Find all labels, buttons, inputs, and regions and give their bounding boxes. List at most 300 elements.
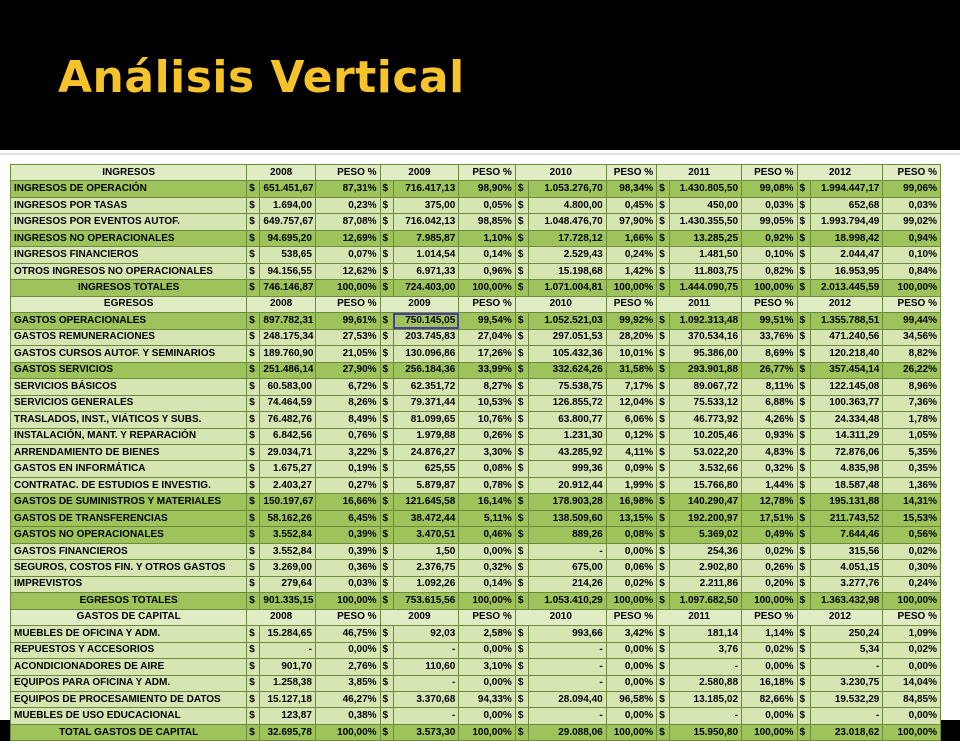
currency-cell[interactable]: $ (797, 543, 810, 559)
currency-cell[interactable]: $ (515, 510, 528, 526)
currency-cell[interactable]: $ (797, 659, 810, 675)
percent-cell[interactable]: 84,85% (883, 692, 941, 708)
currency-cell[interactable]: $ (657, 494, 670, 510)
percent-cell[interactable]: 0,00% (606, 659, 656, 675)
currency-cell[interactable]: $ (380, 593, 393, 609)
row-label[interactable]: INGRESOS POR EVENTOS AUTOF. (11, 214, 247, 230)
value-cell[interactable]: 1.053.276,70 (528, 181, 606, 197)
value-cell[interactable]: 471.240,56 (810, 329, 883, 345)
currency-cell[interactable]: $ (657, 692, 670, 708)
percent-cell[interactable]: 0,00% (606, 642, 656, 658)
currency-cell[interactable]: $ (657, 346, 670, 362)
percent-cell[interactable]: 0,02% (606, 576, 656, 592)
percent-cell[interactable]: 0,32% (459, 560, 516, 576)
row-label[interactable]: INGRESOS DE OPERACIÓN (11, 181, 247, 197)
value-cell[interactable]: 724.403,00 (393, 280, 459, 296)
currency-cell[interactable]: $ (515, 247, 528, 263)
year-header[interactable]: 2008 (247, 609, 316, 625)
currency-cell[interactable]: $ (380, 181, 393, 197)
currency-cell[interactable]: $ (247, 543, 260, 559)
percent-cell[interactable]: 13,15% (606, 510, 656, 526)
value-cell[interactable]: 6.971,33 (393, 263, 459, 279)
year-header[interactable]: 2012 (797, 296, 883, 312)
percent-cell[interactable]: 100,00% (459, 280, 516, 296)
currency-cell[interactable]: $ (247, 444, 260, 460)
percent-cell[interactable]: 0,30% (883, 560, 941, 576)
percent-cell[interactable]: 26,22% (883, 362, 941, 378)
currency-cell[interactable]: $ (515, 181, 528, 197)
currency-cell[interactable]: $ (247, 181, 260, 197)
percent-cell[interactable]: 99,92% (606, 313, 656, 329)
value-cell[interactable]: 3,76 (670, 642, 742, 658)
currency-cell[interactable]: $ (380, 560, 393, 576)
section-header-label[interactable]: GASTOS DE CAPITAL (11, 609, 247, 625)
currency-cell[interactable]: $ (657, 395, 670, 411)
value-cell[interactable]: 3.370,68 (393, 692, 459, 708)
currency-cell[interactable]: $ (247, 379, 260, 395)
percent-cell[interactable]: 0,00% (459, 675, 516, 691)
value-cell[interactable]: 251.486,14 (260, 362, 316, 378)
value-cell[interactable]: 1.444.090,75 (670, 280, 742, 296)
currency-cell[interactable]: $ (657, 477, 670, 493)
percent-cell[interactable]: 0,05% (459, 197, 516, 213)
value-cell[interactable]: 3.552,84 (260, 527, 316, 543)
value-cell[interactable]: 60.583,00 (260, 379, 316, 395)
percent-cell[interactable]: 1,10% (459, 230, 516, 246)
currency-cell[interactable]: $ (797, 362, 810, 378)
percent-cell[interactable]: 0,00% (742, 708, 798, 724)
value-cell[interactable]: 4.800,00 (528, 197, 606, 213)
percent-cell[interactable]: 7,17% (606, 379, 656, 395)
value-cell[interactable]: 746.146,87 (260, 280, 316, 296)
value-cell[interactable]: 370.534,16 (670, 329, 742, 345)
percent-cell[interactable]: 0,78% (459, 477, 516, 493)
currency-cell[interactable]: $ (797, 642, 810, 658)
currency-cell[interactable]: $ (657, 724, 670, 740)
percent-cell[interactable]: 17,51% (742, 510, 798, 526)
row-label[interactable]: INSTALACIÓN, MANT. Y REPARACIÓN (11, 428, 247, 444)
percent-cell[interactable]: 14,04% (883, 675, 941, 691)
percent-cell[interactable]: 99,06% (883, 181, 941, 197)
currency-cell[interactable]: $ (247, 428, 260, 444)
row-label[interactable]: GASTOS DE SUMINISTROS Y MATERIALES (11, 494, 247, 510)
percent-cell[interactable]: 46,27% (315, 692, 380, 708)
value-cell[interactable]: 76.482,76 (260, 412, 316, 428)
currency-cell[interactable]: $ (797, 313, 810, 329)
value-cell[interactable]: 1.363.432,98 (810, 593, 883, 609)
currency-cell[interactable]: $ (797, 247, 810, 263)
percent-cell[interactable]: 16,18% (742, 675, 798, 691)
value-cell[interactable]: 105.432,36 (528, 346, 606, 362)
currency-cell[interactable]: $ (797, 379, 810, 395)
value-cell[interactable]: 1.694,00 (260, 197, 316, 213)
value-cell[interactable]: 13.185,02 (670, 692, 742, 708)
percent-cell[interactable]: 3,85% (315, 675, 380, 691)
value-cell[interactable]: 248.175,34 (260, 329, 316, 345)
value-cell[interactable]: 203.745,83 (393, 329, 459, 345)
currency-cell[interactable]: $ (380, 543, 393, 559)
value-cell[interactable]: - (810, 708, 883, 724)
value-cell[interactable]: 122.145,08 (810, 379, 883, 395)
percent-cell[interactable]: 26,77% (742, 362, 798, 378)
row-label[interactable]: EGRESOS TOTALES (11, 593, 247, 609)
currency-cell[interactable]: $ (380, 675, 393, 691)
currency-cell[interactable]: $ (515, 230, 528, 246)
percent-cell[interactable]: 96,58% (606, 692, 656, 708)
percent-cell[interactable]: 100,00% (606, 593, 656, 609)
value-cell[interactable]: 1.014,54 (393, 247, 459, 263)
percent-cell[interactable]: 0,02% (742, 642, 798, 658)
value-cell[interactable]: 150.197,67 (260, 494, 316, 510)
value-cell[interactable]: 14.311,29 (810, 428, 883, 444)
currency-cell[interactable]: $ (515, 659, 528, 675)
currency-cell[interactable]: $ (515, 692, 528, 708)
section-header-label[interactable]: EGRESOS (11, 296, 247, 312)
percent-cell[interactable]: 3,42% (606, 626, 656, 642)
currency-cell[interactable]: $ (657, 214, 670, 230)
percent-cell[interactable]: 16,14% (459, 494, 516, 510)
currency-cell[interactable]: $ (797, 461, 810, 477)
value-cell[interactable]: 652,68 (810, 197, 883, 213)
year-header[interactable]: 2011 (657, 609, 742, 625)
percent-cell[interactable]: 0,23% (315, 197, 380, 213)
value-cell[interactable]: 121.645,58 (393, 494, 459, 510)
value-cell[interactable]: 4.835,98 (810, 461, 883, 477)
value-cell[interactable]: 1,50 (393, 543, 459, 559)
currency-cell[interactable]: $ (797, 263, 810, 279)
currency-cell[interactable]: $ (797, 428, 810, 444)
currency-cell[interactable]: $ (247, 395, 260, 411)
value-cell[interactable]: 675,00 (528, 560, 606, 576)
percent-cell[interactable]: 100,00% (606, 280, 656, 296)
currency-cell[interactable]: $ (380, 280, 393, 296)
value-cell[interactable]: 375,00 (393, 197, 459, 213)
value-cell[interactable]: 29.088,06 (528, 724, 606, 740)
percent-cell[interactable]: 99,61% (315, 313, 380, 329)
row-label[interactable]: MUEBLES DE USO EDUCACIONAL (11, 708, 247, 724)
currency-cell[interactable]: $ (380, 379, 393, 395)
row-label[interactable]: REPUESTOS Y ACCESORIOS (11, 642, 247, 658)
value-cell[interactable]: 3.552,84 (260, 543, 316, 559)
value-cell[interactable]: 716.417,13 (393, 181, 459, 197)
row-label[interactable]: GASTOS NO OPERACIONALES (11, 527, 247, 543)
currency-cell[interactable]: $ (797, 708, 810, 724)
currency-cell[interactable]: $ (657, 543, 670, 559)
value-cell[interactable]: - (393, 708, 459, 724)
percent-cell[interactable]: 0,39% (315, 527, 380, 543)
currency-cell[interactable]: $ (657, 510, 670, 526)
percent-cell[interactable]: 12,78% (742, 494, 798, 510)
value-cell[interactable]: 1.430.805,50 (670, 181, 742, 197)
value-cell[interactable]: 18.587,48 (810, 477, 883, 493)
currency-cell[interactable]: $ (380, 724, 393, 740)
value-cell[interactable]: 7.644,46 (810, 527, 883, 543)
currency-cell[interactable]: $ (657, 247, 670, 263)
row-label[interactable]: CONTRATAC. DE ESTUDIOS E INVESTIG. (11, 477, 247, 493)
currency-cell[interactable]: $ (247, 675, 260, 691)
percent-cell[interactable]: 100,00% (606, 724, 656, 740)
percent-cell[interactable]: 3,22% (315, 444, 380, 460)
row-label[interactable]: GASTOS OPERACIONALES (11, 313, 247, 329)
percent-cell[interactable]: 98,34% (606, 181, 656, 197)
value-cell[interactable]: 95.386,00 (670, 346, 742, 362)
section-header-label[interactable]: INGRESOS (11, 165, 247, 181)
percent-cell[interactable]: 16,98% (606, 494, 656, 510)
value-cell[interactable]: 17.728,12 (528, 230, 606, 246)
percent-cell[interactable]: 33,76% (742, 329, 798, 345)
percent-cell[interactable]: 17,26% (459, 346, 516, 362)
row-label[interactable]: GASTOS REMUNERACIONES (11, 329, 247, 345)
currency-cell[interactable]: $ (247, 527, 260, 543)
percent-cell[interactable]: 0,56% (883, 527, 941, 543)
currency-cell[interactable]: $ (657, 280, 670, 296)
value-cell[interactable]: 649.757,67 (260, 214, 316, 230)
currency-cell[interactable]: $ (657, 362, 670, 378)
percent-cell[interactable]: 98,90% (459, 181, 516, 197)
currency-cell[interactable]: $ (797, 527, 810, 543)
percent-cell[interactable]: 4,83% (742, 444, 798, 460)
value-cell[interactable]: 3.269,00 (260, 560, 316, 576)
currency-cell[interactable]: $ (247, 362, 260, 378)
currency-cell[interactable]: $ (247, 247, 260, 263)
value-cell[interactable]: 2.902,80 (670, 560, 742, 576)
row-label[interactable]: SERVICIOS BÁSICOS (11, 379, 247, 395)
year-header[interactable]: 2011 (657, 165, 742, 181)
percent-cell[interactable]: 1,05% (883, 428, 941, 444)
percent-cell[interactable]: 0,24% (883, 576, 941, 592)
pct-header[interactable]: PESO % (315, 165, 380, 181)
value-cell[interactable]: 79.371,44 (393, 395, 459, 411)
percent-cell[interactable]: 0,19% (315, 461, 380, 477)
percent-cell[interactable]: 15,53% (883, 510, 941, 526)
percent-cell[interactable]: 99,51% (742, 313, 798, 329)
percent-cell[interactable]: 0,00% (606, 708, 656, 724)
currency-cell[interactable]: $ (380, 362, 393, 378)
percent-cell[interactable]: 82,66% (742, 692, 798, 708)
pct-header[interactable]: PESO % (315, 296, 380, 312)
percent-cell[interactable]: 1,14% (742, 626, 798, 642)
row-label[interactable]: GASTOS CURSOS AUTOF. Y SEMINARIOS (11, 346, 247, 362)
value-cell[interactable]: 24.876,27 (393, 444, 459, 460)
value-cell[interactable]: 2.211,86 (670, 576, 742, 592)
row-label[interactable]: INGRESOS NO OPERACIONALES (11, 230, 247, 246)
year-header[interactable]: 2008 (247, 296, 316, 312)
currency-cell[interactable]: $ (380, 197, 393, 213)
percent-cell[interactable]: 2,76% (315, 659, 380, 675)
value-cell[interactable]: 72.876,06 (810, 444, 883, 460)
value-cell[interactable]: 1.053.410,29 (528, 593, 606, 609)
percent-cell[interactable]: 4,26% (742, 412, 798, 428)
currency-cell[interactable]: $ (515, 313, 528, 329)
currency-cell[interactable]: $ (657, 379, 670, 395)
currency-cell[interactable]: $ (247, 197, 260, 213)
percent-cell[interactable]: 87,31% (315, 181, 380, 197)
currency-cell[interactable]: $ (797, 560, 810, 576)
year-header[interactable]: 2008 (247, 165, 316, 181)
percent-cell[interactable]: 27,90% (315, 362, 380, 378)
percent-cell[interactable]: 0,20% (742, 576, 798, 592)
percent-cell[interactable]: 0,49% (742, 527, 798, 543)
currency-cell[interactable]: $ (797, 412, 810, 428)
currency-cell[interactable]: $ (247, 313, 260, 329)
currency-cell[interactable]: $ (657, 659, 670, 675)
percent-cell[interactable]: 5,35% (883, 444, 941, 460)
value-cell[interactable]: 315,56 (810, 543, 883, 559)
currency-cell[interactable]: $ (247, 593, 260, 609)
currency-cell[interactable]: $ (797, 494, 810, 510)
currency-cell[interactable]: $ (797, 230, 810, 246)
percent-cell[interactable]: 0,46% (459, 527, 516, 543)
percent-cell[interactable]: 0,03% (883, 197, 941, 213)
value-cell[interactable]: 901,70 (260, 659, 316, 675)
value-cell[interactable]: 1.979,88 (393, 428, 459, 444)
currency-cell[interactable]: $ (380, 692, 393, 708)
value-cell[interactable]: 1.258,38 (260, 675, 316, 691)
currency-cell[interactable]: $ (515, 329, 528, 345)
percent-cell[interactable]: 8,69% (742, 346, 798, 362)
pct-header[interactable]: PESO % (742, 165, 798, 181)
row-label[interactable]: GASTOS SERVICIOS (11, 362, 247, 378)
currency-cell[interactable]: $ (380, 626, 393, 642)
currency-cell[interactable]: $ (797, 214, 810, 230)
currency-cell[interactable]: $ (247, 708, 260, 724)
row-label[interactable]: INGRESOS FINANCIEROS (11, 247, 247, 263)
value-cell[interactable]: - (528, 708, 606, 724)
row-label[interactable]: ARRENDAMIENTO DE BIENES (11, 444, 247, 460)
currency-cell[interactable]: $ (247, 477, 260, 493)
value-cell[interactable]: 332.624,26 (528, 362, 606, 378)
value-cell[interactable]: 5.369,02 (670, 527, 742, 543)
value-cell[interactable]: 357.454,14 (810, 362, 883, 378)
value-cell[interactable]: 19.532,29 (810, 692, 883, 708)
percent-cell[interactable]: 14,31% (883, 494, 941, 510)
pct-header[interactable]: PESO % (459, 165, 516, 181)
percent-cell[interactable]: 12,04% (606, 395, 656, 411)
row-label[interactable]: EQUIPOS DE PROCESAMIENTO DE DATOS (11, 692, 247, 708)
value-cell[interactable]: 625,55 (393, 461, 459, 477)
value-cell[interactable]: 214,26 (528, 576, 606, 592)
pct-header[interactable]: PESO % (459, 296, 516, 312)
value-cell[interactable]: 1.355.788,51 (810, 313, 883, 329)
year-header[interactable]: 2012 (797, 165, 883, 181)
percent-cell[interactable]: 0,03% (742, 197, 798, 213)
currency-cell[interactable]: $ (657, 329, 670, 345)
currency-cell[interactable]: $ (515, 494, 528, 510)
currency-cell[interactable]: $ (515, 477, 528, 493)
percent-cell[interactable]: 10,76% (459, 412, 516, 428)
value-cell[interactable]: 75.538,75 (528, 379, 606, 395)
currency-cell[interactable]: $ (797, 692, 810, 708)
percent-cell[interactable]: 0,94% (883, 230, 941, 246)
currency-cell[interactable]: $ (657, 593, 670, 609)
currency-cell[interactable]: $ (247, 329, 260, 345)
value-cell[interactable]: 62.351,72 (393, 379, 459, 395)
percent-cell[interactable]: 3,10% (459, 659, 516, 675)
currency-cell[interactable]: $ (797, 675, 810, 691)
row-label[interactable]: SERVICIOS GENERALES (11, 395, 247, 411)
percent-cell[interactable]: 0,06% (606, 560, 656, 576)
percent-cell[interactable]: 34,56% (883, 329, 941, 345)
value-cell[interactable]: 1.430.355,50 (670, 214, 742, 230)
value-cell[interactable]: - (528, 675, 606, 691)
currency-cell[interactable]: $ (380, 708, 393, 724)
percent-cell[interactable]: 100,00% (315, 593, 380, 609)
percent-cell[interactable]: 0,00% (459, 642, 516, 658)
percent-cell[interactable]: 0,09% (606, 461, 656, 477)
value-cell[interactable]: 279,64 (260, 576, 316, 592)
value-cell[interactable]: 126.855,72 (528, 395, 606, 411)
percent-cell[interactable]: 46,75% (315, 626, 380, 642)
currency-cell[interactable]: $ (247, 659, 260, 675)
currency-cell[interactable]: $ (797, 593, 810, 609)
value-cell[interactable]: 999,36 (528, 461, 606, 477)
percent-cell[interactable]: 0,84% (883, 263, 941, 279)
value-cell[interactable]: 254,36 (670, 543, 742, 559)
currency-cell[interactable]: $ (657, 576, 670, 592)
percent-cell[interactable]: 1,42% (606, 263, 656, 279)
percent-cell[interactable]: 12,62% (315, 263, 380, 279)
percent-cell[interactable]: 16,66% (315, 494, 380, 510)
value-cell[interactable]: 94.156,55 (260, 263, 316, 279)
percent-cell[interactable]: 0,45% (606, 197, 656, 213)
currency-cell[interactable]: $ (247, 461, 260, 477)
percent-cell[interactable]: 0,02% (883, 543, 941, 559)
value-cell[interactable]: 75.533,12 (670, 395, 742, 411)
value-cell[interactable]: 651.451,67 (260, 181, 316, 197)
percent-cell[interactable]: 0,07% (315, 247, 380, 263)
currency-cell[interactable]: $ (515, 214, 528, 230)
value-cell[interactable]: 81.099,65 (393, 412, 459, 428)
percent-cell[interactable]: 0,26% (459, 428, 516, 444)
value-cell[interactable]: 130.096,86 (393, 346, 459, 362)
currency-cell[interactable]: $ (657, 560, 670, 576)
row-label[interactable]: SEGUROS, COSTOS FIN. Y OTROS GASTOS (11, 560, 247, 576)
percent-cell[interactable]: 0,76% (315, 428, 380, 444)
currency-cell[interactable]: $ (657, 461, 670, 477)
currency-cell[interactable]: $ (797, 444, 810, 460)
percent-cell[interactable]: 0,00% (606, 675, 656, 691)
value-cell[interactable]: - (670, 708, 742, 724)
currency-cell[interactable]: $ (797, 197, 810, 213)
currency-cell[interactable]: $ (797, 181, 810, 197)
percent-cell[interactable]: 8,11% (742, 379, 798, 395)
value-cell[interactable]: 11.803,75 (670, 263, 742, 279)
percent-cell[interactable]: 0,02% (742, 543, 798, 559)
percent-cell[interactable]: 4,11% (606, 444, 656, 460)
pct-header[interactable]: PESO % (742, 609, 798, 625)
percent-cell[interactable]: 31,58% (606, 362, 656, 378)
value-cell[interactable]: 15.198,68 (528, 263, 606, 279)
value-cell[interactable]: 993,66 (528, 626, 606, 642)
row-label[interactable]: EQUIPOS PARA OFICINA Y ADM. (11, 675, 247, 691)
currency-cell[interactable]: $ (380, 247, 393, 263)
year-header[interactable]: 2009 (380, 609, 459, 625)
currency-cell[interactable]: $ (380, 461, 393, 477)
currency-cell[interactable]: $ (515, 263, 528, 279)
row-label[interactable]: GASTOS EN INFORMÁTICA (11, 461, 247, 477)
percent-cell[interactable]: 2,58% (459, 626, 516, 642)
value-cell[interactable]: 538,65 (260, 247, 316, 263)
currency-cell[interactable]: $ (515, 461, 528, 477)
percent-cell[interactable]: 6,72% (315, 379, 380, 395)
value-cell[interactable]: - (528, 642, 606, 658)
currency-cell[interactable]: $ (380, 313, 393, 329)
percent-cell[interactable]: 21,05% (315, 346, 380, 362)
percent-cell[interactable]: 0,14% (459, 576, 516, 592)
currency-cell[interactable]: $ (657, 181, 670, 197)
value-cell[interactable]: 5,34 (810, 642, 883, 658)
percent-cell[interactable]: 0,35% (883, 461, 941, 477)
